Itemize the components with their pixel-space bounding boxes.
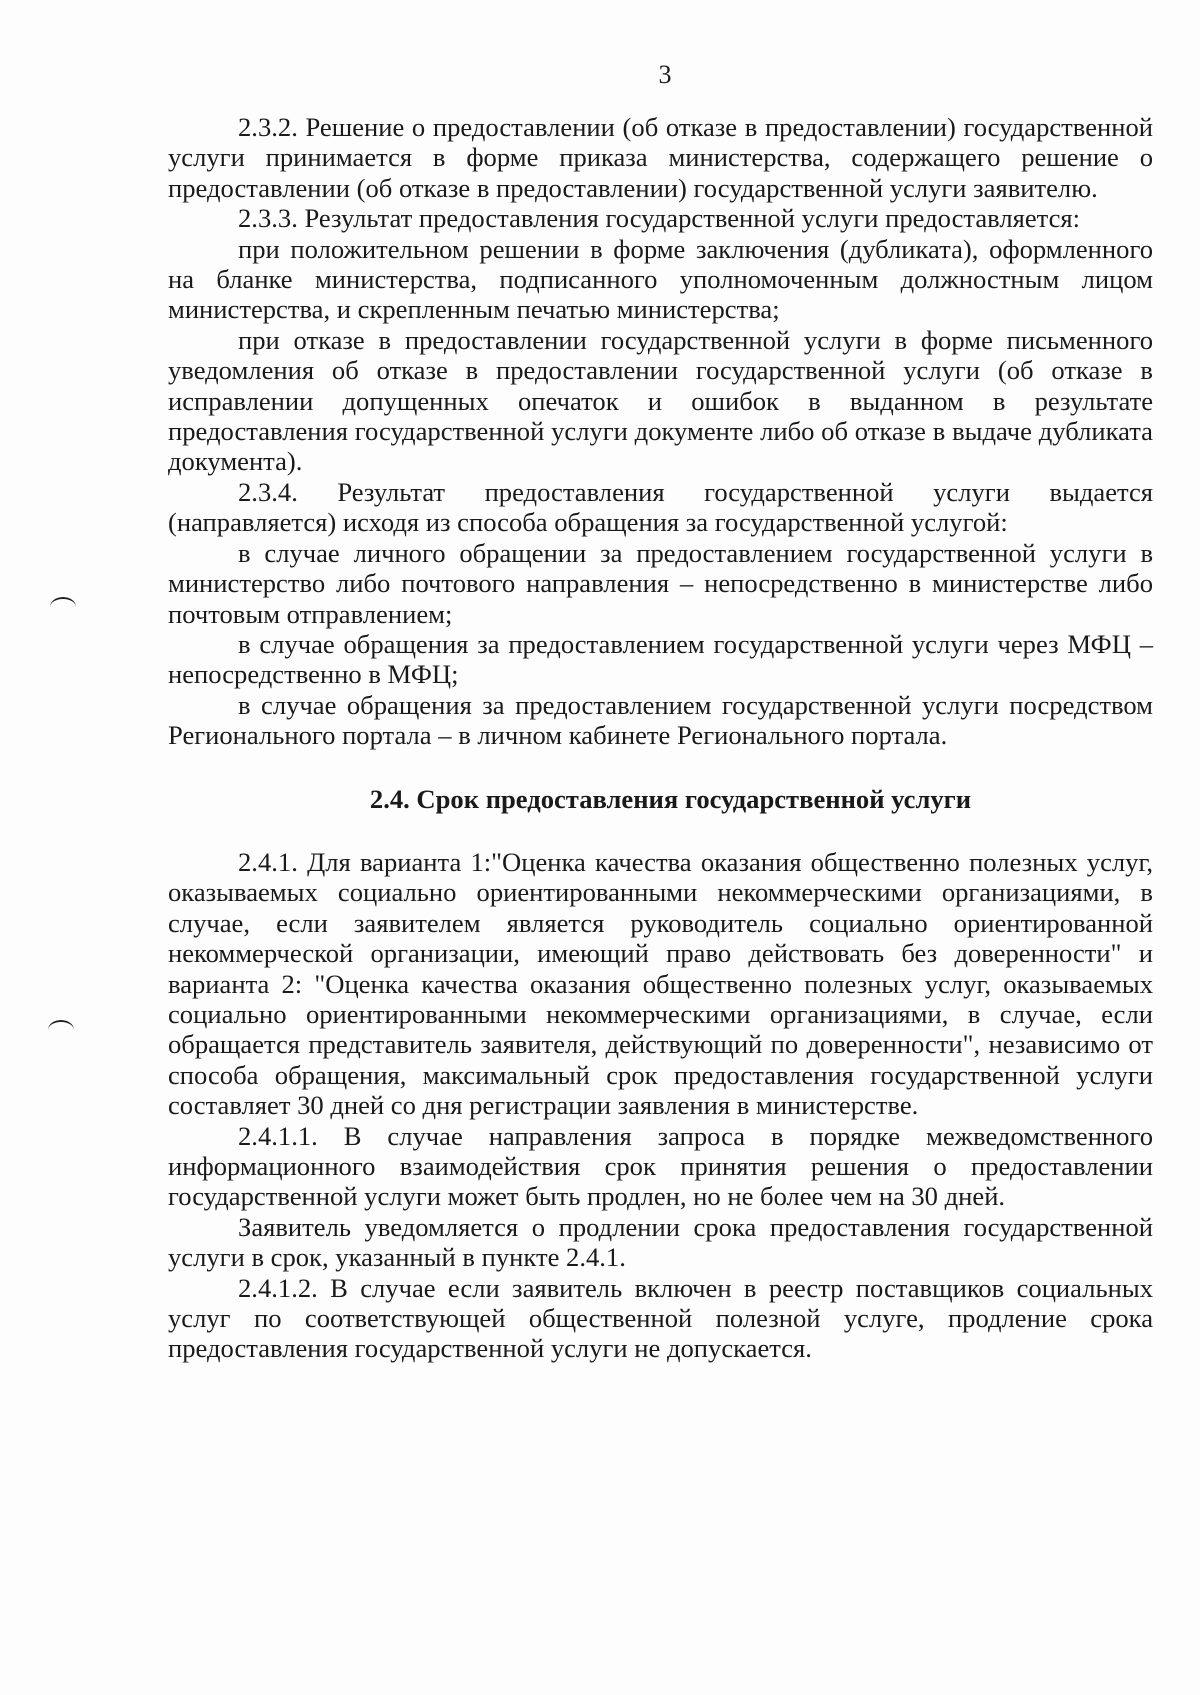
margin-mark: [50, 597, 76, 607]
paragraph-portal-request: в случае обращения за предоставлением государственной услуги посредством Регионального портала – в личном кабинете Регионального портала.: [168, 689, 1153, 751]
section-2-4: [168, 847, 1153, 1364]
paragraph-mfc-request: в случае обращения за предоставлением государственной услуги через МФЦ – непосредственно в МФЦ;: [168, 628, 1153, 690]
paragraph-2-4-1-1: 2.4.1.1. В случае направления запроса в порядке межведомственного информационного взаимодействия срок принятия решения о предоставлении государственной услуги может быть продлен, но не более чем на 30 дней.: [168, 1120, 1153, 1212]
document-body: [168, 112, 1153, 1364]
page-number: 3: [658, 60, 672, 89]
paragraph-2-4-1-2: 2.4.1.2. В случае если заявитель включен в реестр поставщиков социальных услуг по соответствующей общественной полезной услуге, продление срока предоставления государственной услуги не допускается.: [168, 1272, 1153, 1364]
section-heading-2-4: 2.4. Срок предоставления государственной услуги: [369, 783, 972, 814]
section-2-3: [168, 112, 1153, 751]
paragraph-2-3-2: 2.3.2. Решение о предоставлении (об отказе в предоставлении) государственной услуги принимается в форме приказа министерства, содержащего решение о предоставлении (об отказе в предоставлении) государственной услуги заявителю.: [168, 112, 1153, 203]
paragraph-extension-notice: Заявитель уведомляется о продлении срока предоставления государственной услуги в срок, указанный в пункте 2.4.1.: [168, 1211, 1153, 1273]
paragraph-2-3-3: 2.3.3. Результат предоставления государственной услуги предоставляется:: [238, 203, 1081, 234]
paragraph-2-3-4: 2.3.4. Результат предоставления государственной услуги выдается (направляется) исходя из способа обращения за государственной услугой:: [168, 476, 1153, 538]
paragraph-personal-request: в случае личного обращении за предоставлением государственной услуги в министерство либо почтового направления – непосредственно в министерстве либо почтовым отправлением;: [168, 537, 1153, 629]
paragraph-2-4-1: 2.4.1. Для варианта 1:"Оценка качества оказания общественно полезных услуг, оказываемых социально ориентированными некоммерческими организациями, в случае, если заявителем является руководитель социально ориентированной некоммерческой организации, имеющий право действовать без доверенности" и варианта 2: "Оценка качества оказания общественно полезных услуг, оказываемых социально ориентированными некоммерческими организациями, в случае, если обращается представитель заявителя, действующий по доверенности", независимо от способа обращения, максимальный срок предоставления государственной услуги составляет 30 дней со дня регистрации заявления в министерстве.: [168, 846, 1153, 1121]
margin-mark: [48, 1020, 74, 1030]
paragraph-refusal: при отказе в предоставлении государственной услуги в форме письменного уведомления об отказе в предоставлении государственной услуги (об отказе в исправлении допущенных опечаток и ошибок в выданном в результате предоставления государственной услуги документе либо об отказе в выдаче дубликата документа).: [168, 324, 1153, 477]
paragraph-positive-decision: при положительном решении в форме заключения (дубликата), оформленного на бланке министерства, подписанного уполномоченным должностным лицом министерства, и скрепленным печатью министерства;: [168, 233, 1153, 325]
